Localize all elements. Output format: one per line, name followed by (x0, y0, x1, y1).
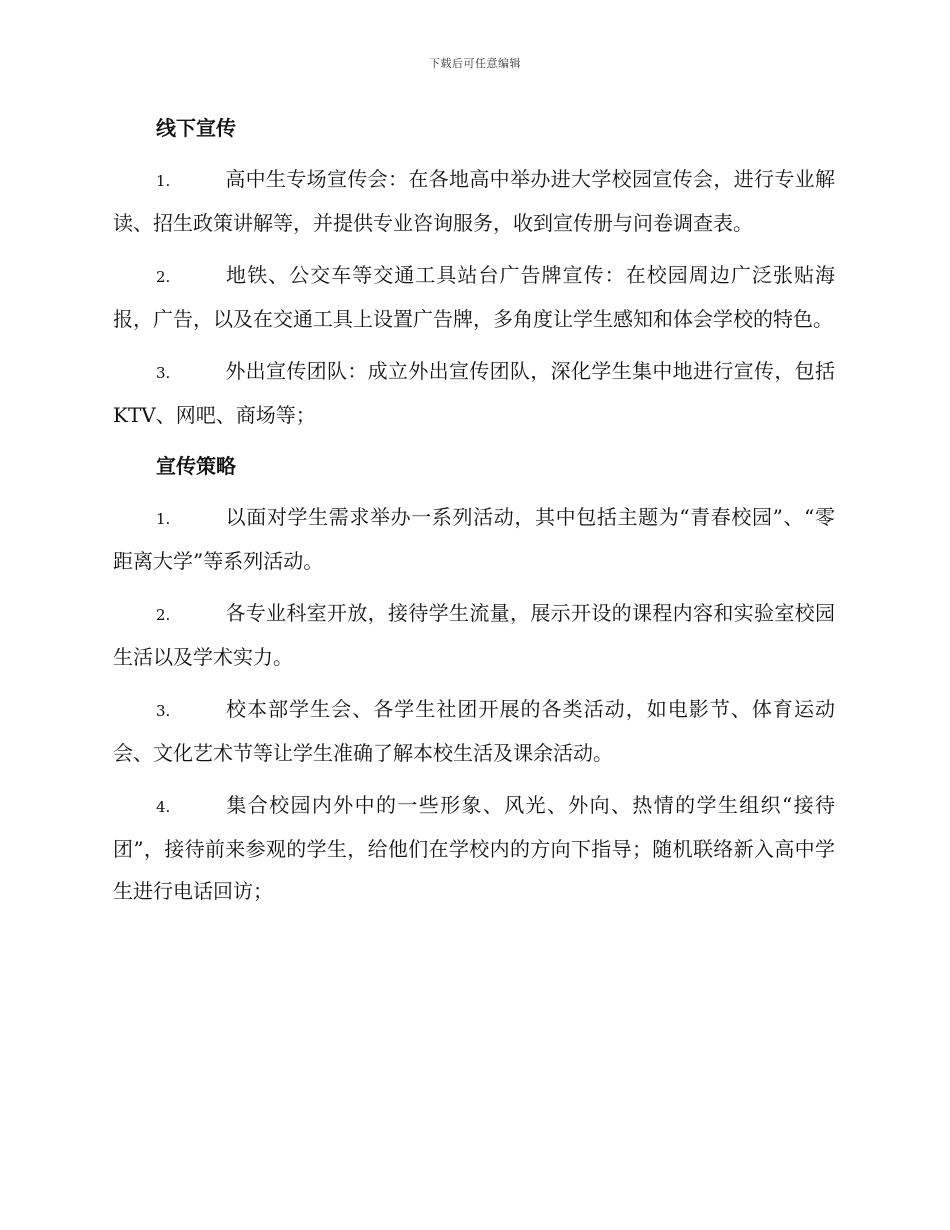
list-item-number: 2. (156, 606, 171, 624)
list-item (113, 158, 835, 244)
section-heading-offline-promotion: 线下宣传 (156, 116, 236, 140)
page-header-note: 下载后可任意编辑 (429, 57, 521, 70)
section-heading-promotion-strategy: 宣传策略 (156, 454, 236, 478)
list-item (113, 496, 835, 582)
list-item (113, 784, 835, 912)
list-item-number: 2. (156, 268, 171, 286)
list-item-text: 集合校园内外中的一些形象、风光、外向、热情的学生组织“接待团”，接待前来参观的学生，给他们在学校内的方向下指导；随机联络新入高中学生进行电话回访； (113, 793, 835, 903)
list-item-number: 3. (156, 364, 171, 382)
list-item-number: 1. (156, 510, 171, 528)
list-item-number: 4. (156, 798, 171, 816)
list-item (113, 254, 835, 340)
list-item (113, 350, 835, 436)
list-item (113, 592, 835, 678)
list-item-text: 各专业科室开放，接待学生流量，展示开设的课程内容和实验室校园生活以及学术实力。 (113, 601, 835, 669)
list-item-text: 外出宣传团队：成立外出宣传团队，深化学生集中地进行宣传，包括 KTV、网吧、商场等； (113, 359, 835, 427)
list-item-text: 校本部学生会、各学生社团开展的各类活动，如电影节、体育运动会、文化艺术节等让学生准确了解本校生活及课余活动。 (113, 697, 835, 765)
list-item-text: 地铁、公交车等交通工具站台广告牌宣传：在校园周边广泛张贴海报，广告，以及在交通工具上设置广告牌，多角度让学生感知和体会学校的特色。 (113, 263, 835, 331)
list-item-number: 1. (156, 172, 171, 190)
list-item (113, 688, 835, 774)
list-item-text: 高中生专场宣传会：在各地高中举办进大学校园宣传会，进行专业解读、招生政策讲解等，并提供专业咨询服务，收到宣传册与问卷调查表。 (113, 167, 835, 235)
list-item-number: 3. (156, 702, 171, 720)
list-item-text: 以面对学生需求举办一系列活动，其中包括主题为“青春校园”、“零距离大学”等系列活动。 (113, 505, 835, 573)
document-content (113, 108, 835, 922)
